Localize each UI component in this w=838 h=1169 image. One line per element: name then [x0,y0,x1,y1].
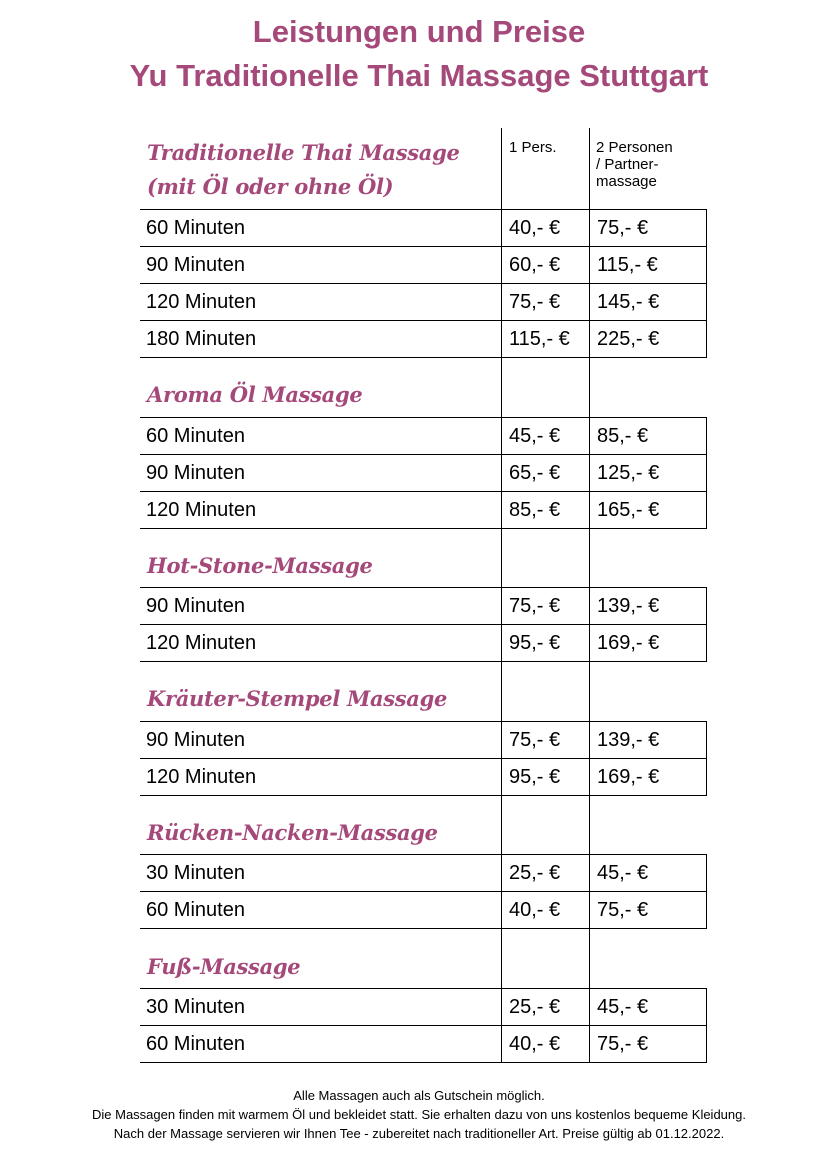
header-one-person: 1 Pers. [509,139,557,156]
price-one-cell: 45,- € [509,425,561,447]
header-two-persons-line3: massage [596,173,657,190]
price-one-cell: 75,- € [509,291,561,313]
price-two-cell: 125,- € [597,462,660,484]
table-row [140,246,707,283]
header-two-persons [596,139,706,190]
table-row [140,491,707,528]
price-one-cell: 95,- € [509,766,561,788]
price-two-cell: 45,- € [597,996,649,1018]
price-two-cell: 139,- € [597,595,660,617]
footer-line-clothing: Die Massagen finden mit warmem Öl und bekleidet statt. Sie erhalten dazu von uns kostenlos bequeme Kleidung. [92,1107,746,1122]
duration-cell: 60 Minuten [146,899,245,921]
duration-cell: 90 Minuten [146,729,245,751]
price-one-cell: 60,- € [509,254,561,276]
table-row [140,758,707,795]
duration-cell: 30 Minuten [146,862,245,884]
price-two-cell: 75,- € [597,899,649,921]
table-row [140,854,707,891]
section-title-fuss: Fuß-Massage [147,954,301,979]
table-row [140,283,707,320]
price-two-cell: 139,- € [597,729,660,751]
duration-cell: 120 Minuten [146,499,257,521]
footer-line-tea: Nach der Massage servieren wir Ihnen Tee - zubereitet nach traditioneller Art. Preise gültig ab 01.12.2022. [113,1126,725,1141]
price-two-cell: 165,- € [597,499,660,521]
price-one-cell: 75,- € [509,729,561,751]
price-one-cell: 65,- € [509,462,561,484]
price-one-cell: 115,- € [509,328,570,350]
price-two-cell: 75,- € [597,1033,649,1055]
duration-cell: 90 Minuten [146,595,245,617]
price-one-cell: 40,- € [509,899,561,921]
price-one-cell: 40,- € [509,1033,561,1055]
price-one-cell: 25,- € [509,862,561,884]
section-subtitle-thai: (mit Öl oder ohne Öl) [147,174,394,199]
footer-notes [0,1086,838,1143]
table-row [140,320,707,357]
table-row [140,417,707,454]
price-one-cell: 75,- € [509,595,561,617]
price-two-cell: 115,- € [597,254,658,276]
table-row [140,624,707,661]
table-row [140,1025,707,1062]
table-row [140,587,707,624]
price-one-cell: 95,- € [509,632,561,654]
price-two-cell: 75,- € [597,217,649,239]
table-row [140,209,707,246]
duration-cell: 60 Minuten [146,1033,245,1055]
price-two-cell: 85,- € [597,425,649,447]
header-two-persons-line2: / Partner- [596,156,659,173]
duration-cell: 60 Minuten [146,217,245,239]
duration-cell: 120 Minuten [146,632,257,654]
price-one-cell: 85,- € [509,499,561,521]
duration-cell: 30 Minuten [146,996,245,1018]
duration-cell: 90 Minuten [146,462,245,484]
section-title-ruecken: Rücken-Nacken-Massage [147,820,438,845]
section-title-thai: Traditionelle Thai Massage [147,140,460,165]
section-title-aroma: Aroma Öl Massage [147,382,363,407]
section-title-kraeuter: Kräuter-Stempel Massage [147,686,448,711]
section-title-hot-stone: Hot-Stone-Massage [147,553,373,578]
price-two-cell: 169,- € [597,632,660,654]
price-one-cell: 40,- € [509,217,561,239]
table-row [140,454,707,491]
footer-line-voucher: Alle Massagen auch als Gutschein möglich. [293,1088,545,1103]
page-title: Leistungen und Preise [252,14,586,49]
duration-cell: 120 Minuten [146,291,257,313]
header-two-persons-line1: 2 Personen [596,139,673,156]
table-row [140,988,707,1025]
duration-cell: 180 Minuten [146,328,257,350]
table-row [140,721,707,758]
price-one-cell: 25,- € [509,996,561,1018]
price-two-cell: 145,- € [597,291,660,313]
price-two-cell: 45,- € [597,862,649,884]
price-two-cell: 225,- € [597,328,660,350]
table-row [140,891,707,928]
page-subtitle: Yu Traditionelle Thai Massage Stuttgart [129,58,709,93]
duration-cell: 60 Minuten [146,425,245,447]
duration-cell: 90 Minuten [146,254,245,276]
price-two-cell: 169,- € [597,766,660,788]
duration-cell: 120 Minuten [146,766,257,788]
